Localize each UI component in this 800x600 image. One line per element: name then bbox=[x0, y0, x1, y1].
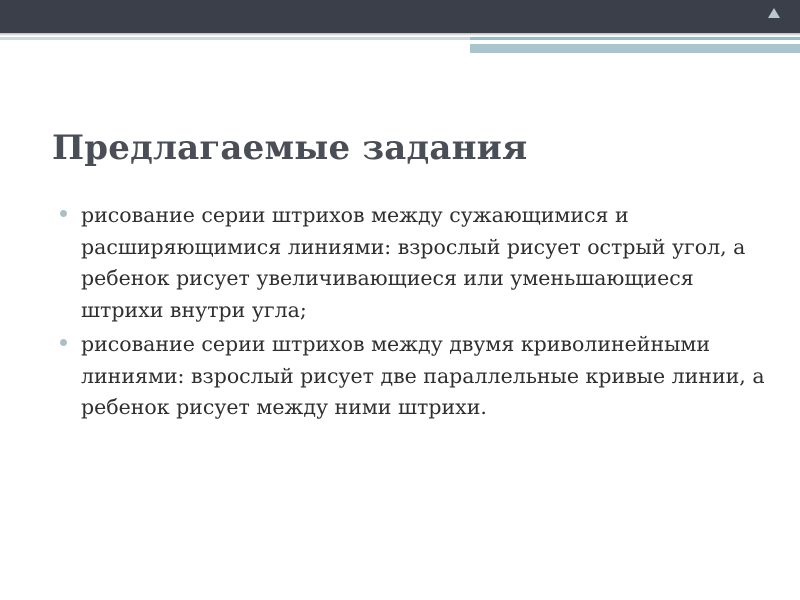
bullet-dot-icon bbox=[60, 210, 67, 217]
decorative-stripe-teal-thick bbox=[470, 44, 800, 53]
bullet-item-1 bbox=[60, 200, 770, 326]
bullet-item-text: рисование серии штрихов между сужающимися и расширяющимися линиями: взрослый рисует острый угол, а ребенок рисует увеличивающиеся или уменьшающиеся штрихи внутри угла; bbox=[81, 203, 746, 322]
slide-title: Предлагаемые задания bbox=[52, 128, 528, 168]
bullet-list bbox=[60, 200, 770, 427]
header-band bbox=[0, 0, 800, 33]
decorative-stripe-teal-thin bbox=[470, 37, 800, 40]
triangle-marker-icon bbox=[768, 8, 780, 18]
header-band-shadow bbox=[0, 33, 800, 36]
bullet-dot-icon bbox=[60, 339, 67, 346]
bullet-item-2 bbox=[60, 329, 770, 424]
bullet-item-text: рисование серии штрихов между двумя криволинейными линиями: взрослый рисует две параллельные кривые линии, а ребенок рисует между ними штрихи. bbox=[81, 332, 765, 419]
